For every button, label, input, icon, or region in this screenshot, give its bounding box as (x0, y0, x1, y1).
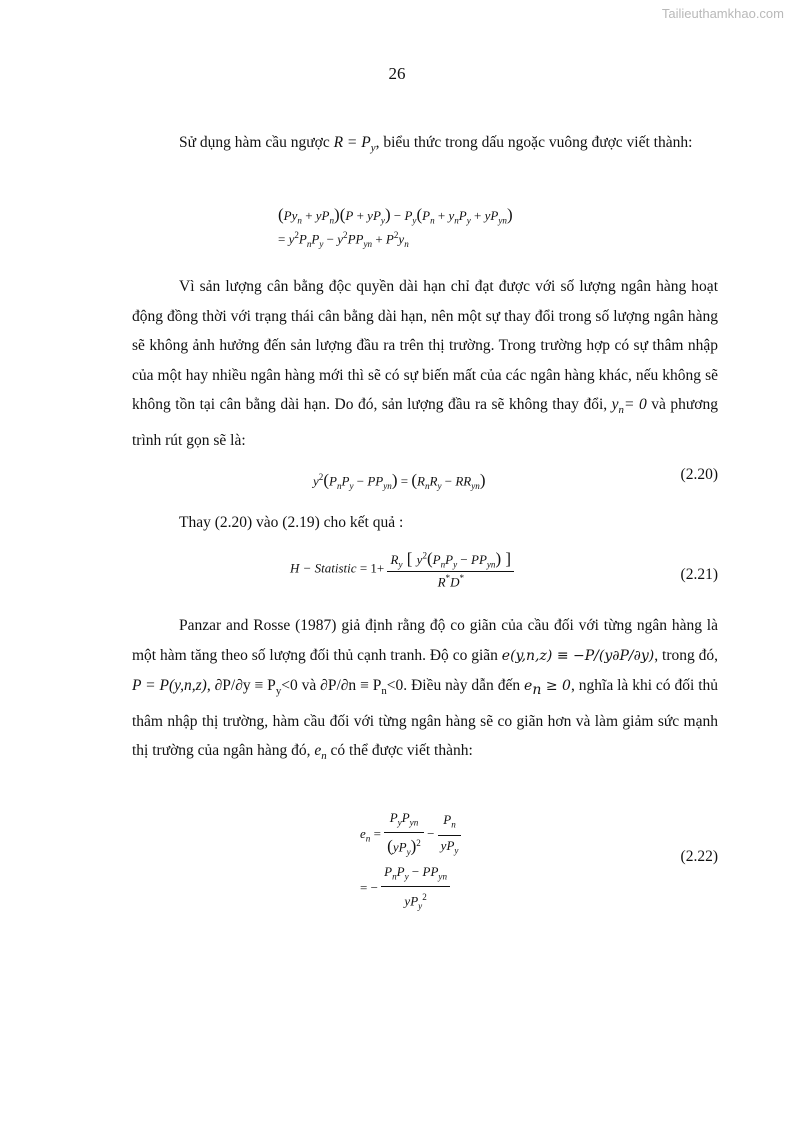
equation-number-2-21: (2.21) (680, 566, 718, 583)
watermark: Tailieuthamkhao.com (661, 6, 784, 21)
paragraph-1: Sử dụng hàm cầu ngược $R = P_y$, biểu thức trong dấu ngoặc vuông được viết thành: (179, 134, 693, 155)
paragraph-3: Thay (2.20) vào (2.19) cho kết quả : (179, 514, 404, 531)
paragraph-2: Vì sản lượng cân bằng độc quyền dài hạn chỉ đạt được với số lượng ngân hàng hoạt động đồng thời với trạng thái cân bằng dài hạn, nên một sự thay đổi trong số lượng ngân hàng sẽ không ảnh hưởng đến sản lượng đầu ra trên thị trường. Trong trường hợp có sự thâm nhập của một hay nhiều ngân hàng mới thì sẽ có sự biến mất của các ngân hàng khác, nếu không sẽ không tồn tại cân bằng dài hạn. Do đó, sản lượng đầu ra sẽ không thay đổi, $y_n= 0$ và phương trình rút gọn sẽ là: (132, 278, 718, 449)
paragraph-4: Panzar and Rosse (1987) giả định rằng độ co giãn của cầu đối với từng ngân hàng là một hàm tăng theo số lượng đối thủ cạnh tranh. Độ co giãn e(y,n,z) ≡ −P/(y∂P/∂y), trong đó, P = P(y,n,z), $\partial P/\partial y \equiv P_y<0$ và $\partial P/\partial n \equiv P_n<0$. Điều này dẫn đến $e_n \ge 0$, nghĩa là khi có đối thủ thâm nhập thị trường, hàm cầu đối với từng ngân hàng sẽ co giãn hơn và làm giảm sức mạnh thị trường của ngân hàng đó, $e_n$ có thể được viết thành: (132, 617, 719, 763)
h-statistic-fraction: $\frac{R_y [ y^2(P_nP_y - PP_{yn}) ]}{R^*D^*}$ (387, 549, 514, 590)
h-statistic-rhs: = 1+ (359, 560, 385, 576)
equation-2-22: $e_n$ = $\frac{P_yP_{yn}}{(yP_y)^2}$ − $\frac{P_n}{yP_y}$ = − $\frac{P_nP_y - PP_{yn}}{yP_y^2}$ (360, 806, 461, 914)
equation-2-20: $y^2(P_nP_y - PP_{yn}) = (R_nR_y - RR_{yn})$ (313, 470, 486, 491)
equation-number-2-22: (2.22) (680, 848, 718, 865)
equation-number-2-20: (2.20) (680, 466, 718, 483)
equation-2-21 (290, 549, 514, 590)
h-statistic-label: H − Statistic (290, 560, 357, 576)
expansion-equation: $(Py_n + yP_n)(P + yP_y) - P_y(P_n + y_nP_y + yP_{yn})$ = $y^2P_nP_y - y^2PP_{yn} + P^2y_n$ (278, 205, 513, 249)
page-number: 26 (388, 64, 406, 83)
